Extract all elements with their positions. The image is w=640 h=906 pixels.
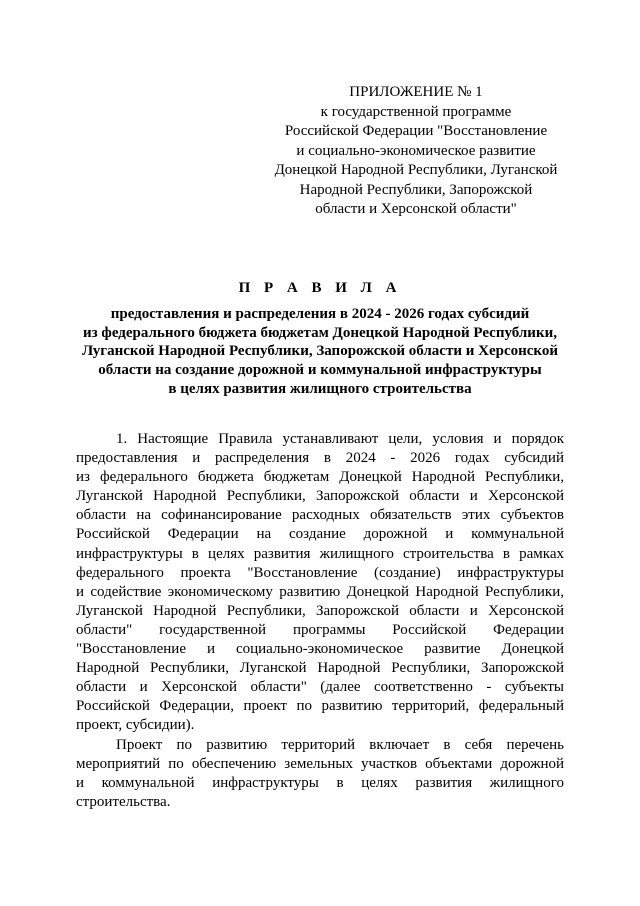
paragraph-line: предоставления и распределения в 2024 - 2026 годах субсидий xyxy=(76,450,564,467)
document-heading xyxy=(60,278,580,399)
paragraph-1 xyxy=(76,430,564,736)
subtitle-line: предоставления и распределения в 2024 - 2026 годах субсидий xyxy=(110,306,530,322)
paragraph-2 xyxy=(76,736,564,812)
appendix-line: к государственной программе xyxy=(320,103,512,120)
paragraph-line: 1. Настоящие Правила устанавливают цели, условия и порядок xyxy=(116,431,564,447)
paragraph-line: Луганской Народной Республики, Запорожской области и Херсонской xyxy=(76,488,564,505)
paragraph-line: Российской Федерации, проект по развитию территорий, федеральный xyxy=(76,698,564,715)
paragraph-line: Народной Республики, Луганской Народной Республики, Запорожской xyxy=(76,660,564,677)
appendix-line: Российской Федерации "Восстановление xyxy=(284,123,548,139)
subtitle-line: области на создание дорожной и коммунальной инфраструктуры xyxy=(98,362,542,379)
paragraph-line: и содействие экономическому развитию Донецкой Народной Республики, xyxy=(76,583,564,600)
paragraph-line: Луганской Народной Республики, Запорожской области и Херсонской xyxy=(76,602,564,619)
paragraph-line: Проект по развитию территорий включает в себя перечень xyxy=(116,736,564,753)
paragraph-line: инфраструктуры в целях развития жилищного строительства в рамках xyxy=(76,545,564,562)
paragraph-line: и коммунальной инфраструктуры в целях развития жилищного xyxy=(76,774,564,791)
paragraph-line: проект, субсидии). xyxy=(76,717,195,734)
paragraph-line: строительства. xyxy=(76,793,171,810)
paragraph-line: федерального проекта "Восстановление (создание) инфраструктуры xyxy=(76,564,564,581)
document-body xyxy=(76,430,564,812)
paragraph-line: области" государственной программы Российской Федерации xyxy=(76,621,564,638)
document-subtitle xyxy=(60,305,580,399)
appendix-line: области и Херсонской области" xyxy=(315,201,517,217)
appendix-line: Донецкой Народной Республики, Луганской xyxy=(274,162,558,178)
subtitle-line: в целях развития жилищного строительства xyxy=(168,380,472,397)
paragraph-line: Российской Федерации на создание дорожной и коммунальной xyxy=(76,526,564,543)
appendix-line: и социально-экономическое развитие xyxy=(296,142,536,159)
appendix-line: Народной Республики, Запорожской xyxy=(299,181,533,198)
paragraph-line: "Восстановление и социально-экономическое развитие Донецкой xyxy=(76,641,564,658)
document-title: П Р А В И Л А xyxy=(238,280,402,296)
paragraph-line: области и Херсонской области" (далее соответственно - субъекты xyxy=(76,679,564,696)
subtitle-line: Луганской Народной Республики, Запорожской области и Херсонской xyxy=(82,343,558,360)
subtitle-line: из федерального бюджета бюджетам Донецкой Народной Республики, xyxy=(83,324,557,341)
paragraph-line: из федерального бюджета бюджетам Донецкой Народной Республики, xyxy=(76,469,564,486)
paragraph-line: мероприятий по обеспечению земельных участков объектами дорожной xyxy=(76,755,564,772)
paragraph-line: области на софинансирование расходных обязательств этих субъектов xyxy=(76,507,564,524)
appendix-block xyxy=(250,83,582,220)
appendix-line: ПРИЛОЖЕНИЕ № 1 xyxy=(349,84,483,100)
